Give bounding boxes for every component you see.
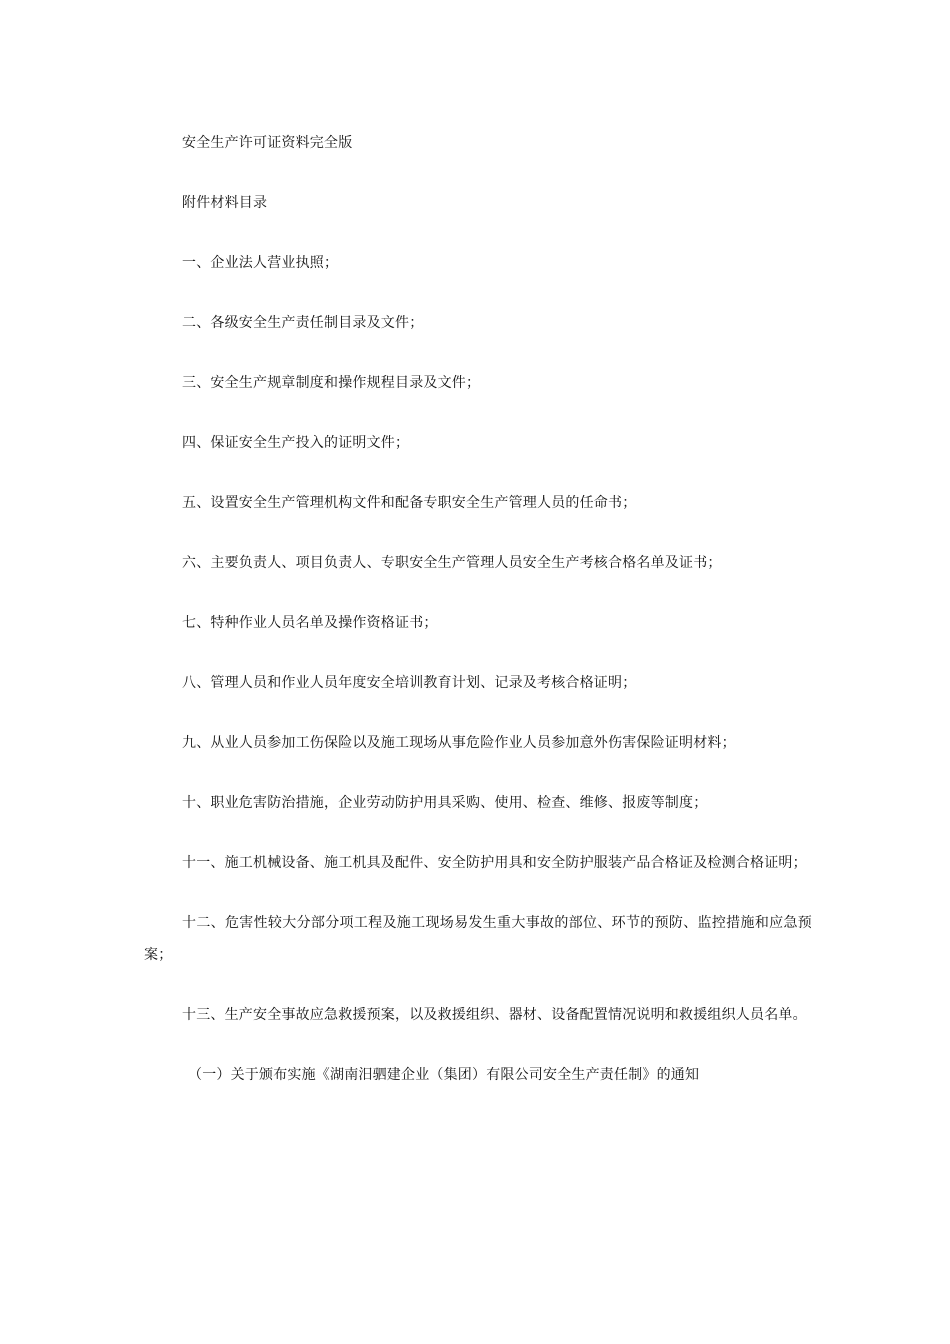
list-item: 五、设置安全生产管理机构文件和配备专职安全生产管理人员的任命书； [182, 495, 637, 511]
list-item: 四、保证安全生产投入的证明文件； [182, 435, 410, 451]
list-item: 六、主要负责人、项目负责人、专职安全生产管理人员安全生产考核合格名单及证书； [182, 555, 722, 571]
list-item: 三、安全生产规章制度和操作规程目录及文件； [182, 375, 481, 391]
list-item: 十二、危害性较大分部分项工程及施工现场易发生重大事故的部位、环节的预防、监控措施和应急预案； [144, 915, 812, 963]
list-item: 七、特种作业人员名单及操作资格证书； [182, 615, 438, 631]
document-title: 安全生产许可证资料完全版 [182, 135, 353, 151]
list-item: 一、企业法人营业执照； [182, 255, 339, 271]
list-item: 九、从业人员参加工伤保险以及施工现场从事危险作业人员参加意外伤害保险证明材料； [182, 735, 736, 751]
list-item: 十一、施工机械设备、施工机具及配件、安全防护用具和安全防护服装产品合格证及检测合格证明； [182, 855, 807, 871]
attachment-list-heading: 附件材料目录 [182, 195, 268, 211]
list-item: 十三、生产安全事故应急救援预案，以及救援组织、器材、设备配置情况说明和救援组织人员名单。 [182, 1007, 807, 1023]
document-body [144, 127, 812, 1119]
list-item: 十、职业危害防治措施，企业劳动防护用具采购、使用、检查、维修、报废等制度； [182, 795, 708, 811]
list-item: 二、各级安全生产责任制目录及文件； [182, 315, 424, 331]
list-item: 八、管理人员和作业人员年度安全培训教育计划、记录及考核合格证明； [182, 675, 637, 691]
notice-heading: （一）关于颁布实施《湖南汨驷建企业（集团）有限公司安全生产责任制》的通知 [188, 1067, 700, 1083]
